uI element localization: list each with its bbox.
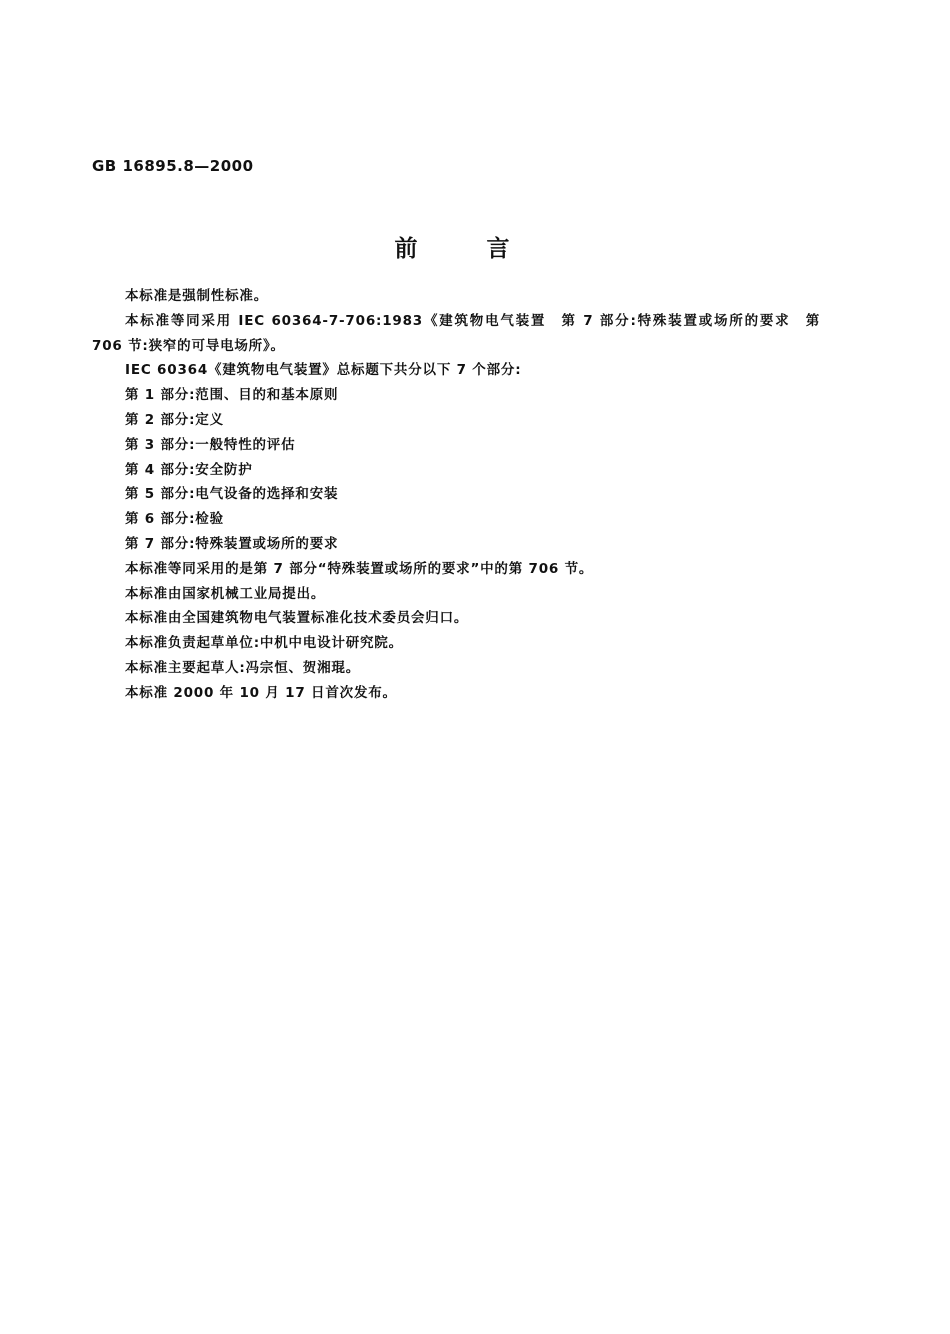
paragraph: 本标准 2000 年 10 月 17 日首次发布。 <box>125 684 397 701</box>
paragraph: 第 6 部分:检验 <box>125 511 224 528</box>
paragraph: 本标准由国家机械工业局提出。 <box>125 585 326 602</box>
paragraph: 本标准负责起草单位:中机中电设计研究院。 <box>125 635 403 652</box>
title-part-2: 言 <box>486 235 511 262</box>
paragraph: 第 2 部分:定义 <box>125 411 224 428</box>
paragraph: 本标准由全国建筑物电气装置标准化技术委员会归口。 <box>125 610 469 627</box>
paragraph: 第 5 部分:电气设备的选择和安装 <box>125 486 339 503</box>
paragraph: 本标准等同采用 IEC 60364-7-706:1983《建筑物电气装置 第 7 部分:特殊装置或场所的要求 第 706 节:狭窄的可导电场所》。 <box>92 312 820 354</box>
paragraph: 第 4 部分:安全防护 <box>125 461 253 478</box>
paragraph: 第 1 部分:范围、目的和基本原则 <box>125 387 339 404</box>
standard-code: GB 16895.8—2000 <box>92 157 254 175</box>
paragraph: 第 7 部分:特殊装置或场所的要求 <box>125 535 339 552</box>
paragraph: 第 3 部分:一般特性的评估 <box>125 436 296 453</box>
title-part-1: 前 <box>394 235 419 262</box>
page-title <box>0 230 905 263</box>
preface-body <box>92 284 820 706</box>
paragraph: 本标准主要起草人:冯宗恒、贺湘琨。 <box>125 659 360 676</box>
paragraph: IEC 60364《建筑物电气装置》总标题下共分以下 7 个部分: <box>125 362 522 379</box>
paragraph: 本标准是强制性标准。 <box>125 288 268 304</box>
paragraph: 本标准等同采用的是第 7 部分“特殊装置或场所的要求”中的第 706 节。 <box>125 560 594 577</box>
